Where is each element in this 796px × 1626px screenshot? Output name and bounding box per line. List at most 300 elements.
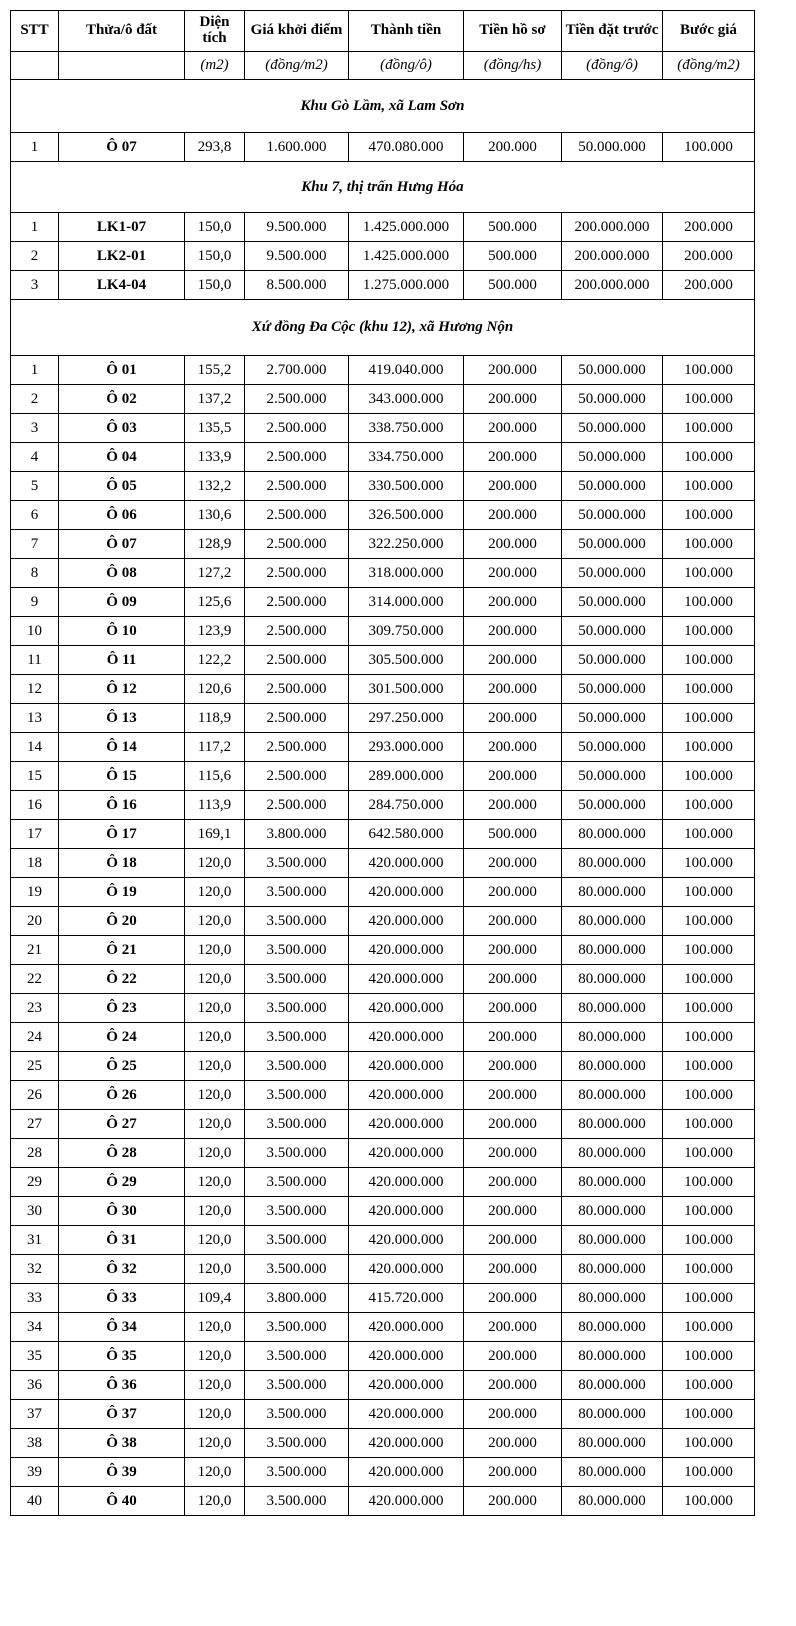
unit-dossier-fee: (đồng/hs) — [464, 52, 562, 80]
cell-starting-price: 9.500.000 — [245, 242, 349, 271]
cell-dossier-fee: 200.000 — [464, 530, 562, 559]
cell-area: 169,1 — [185, 820, 245, 849]
header-area: Diện tích — [185, 11, 245, 52]
cell-area: 120,0 — [185, 1139, 245, 1168]
land-auction-table — [10, 10, 755, 1516]
cell-area: 150,0 — [185, 213, 245, 242]
cell-plot: Ô 05 — [59, 472, 185, 501]
cell-stt: 19 — [11, 878, 59, 907]
cell-deposit: 80.000.000 — [562, 878, 663, 907]
cell-plot: Ô 20 — [59, 907, 185, 936]
cell-starting-price: 3.500.000 — [245, 1110, 349, 1139]
cell-total: 330.500.000 — [349, 472, 464, 501]
cell-starting-price: 3.500.000 — [245, 1197, 349, 1226]
cell-starting-price: 3.500.000 — [245, 1313, 349, 1342]
cell-deposit: 50.000.000 — [562, 791, 663, 820]
cell-area: 120,0 — [185, 1400, 245, 1429]
cell-deposit: 50.000.000 — [562, 501, 663, 530]
cell-stt: 26 — [11, 1081, 59, 1110]
cell-total: 297.250.000 — [349, 704, 464, 733]
cell-price-step: 100.000 — [663, 1139, 755, 1168]
cell-dossier-fee: 200.000 — [464, 1255, 562, 1284]
cell-area: 120,0 — [185, 1487, 245, 1516]
table-row — [11, 1023, 755, 1052]
table-row — [11, 472, 755, 501]
table-row — [11, 1429, 755, 1458]
header-plot: Thửa/ô đất — [59, 11, 185, 52]
header-row — [11, 11, 755, 52]
cell-area: 120,0 — [185, 1371, 245, 1400]
cell-deposit: 50.000.000 — [562, 704, 663, 733]
cell-plot: Ô 12 — [59, 675, 185, 704]
cell-stt: 1 — [11, 133, 59, 162]
cell-plot: Ô 35 — [59, 1342, 185, 1371]
cell-total: 420.000.000 — [349, 1226, 464, 1255]
cell-area: 120,0 — [185, 849, 245, 878]
cell-area: 120,0 — [185, 1429, 245, 1458]
cell-starting-price: 3.500.000 — [245, 1081, 349, 1110]
cell-dossier-fee: 200.000 — [464, 965, 562, 994]
cell-dossier-fee: 200.000 — [464, 1168, 562, 1197]
cell-starting-price: 2.500.000 — [245, 385, 349, 414]
table-row — [11, 530, 755, 559]
cell-area: 133,9 — [185, 443, 245, 472]
cell-price-step: 100.000 — [663, 1226, 755, 1255]
cell-starting-price: 2.500.000 — [245, 646, 349, 675]
unit-deposit: (đồng/ô) — [562, 52, 663, 80]
cell-area: 128,9 — [185, 530, 245, 559]
cell-starting-price: 3.500.000 — [245, 1371, 349, 1400]
cell-plot: Ô 24 — [59, 1023, 185, 1052]
cell-price-step: 100.000 — [663, 501, 755, 530]
cell-starting-price: 3.500.000 — [245, 1458, 349, 1487]
cell-deposit: 50.000.000 — [562, 414, 663, 443]
cell-total: 301.500.000 — [349, 675, 464, 704]
cell-total: 470.080.000 — [349, 133, 464, 162]
cell-price-step: 100.000 — [663, 443, 755, 472]
cell-stt: 9 — [11, 588, 59, 617]
cell-plot: Ô 22 — [59, 965, 185, 994]
cell-price-step: 100.000 — [663, 762, 755, 791]
table-row — [11, 936, 755, 965]
cell-dossier-fee: 200.000 — [464, 385, 562, 414]
cell-price-step: 100.000 — [663, 878, 755, 907]
cell-starting-price: 2.500.000 — [245, 762, 349, 791]
cell-deposit: 50.000.000 — [562, 385, 663, 414]
cell-dossier-fee: 200.000 — [464, 133, 562, 162]
table-row — [11, 762, 755, 791]
table-row — [11, 1139, 755, 1168]
cell-deposit: 50.000.000 — [562, 588, 663, 617]
cell-dossier-fee: 200.000 — [464, 443, 562, 472]
cell-stt: 27 — [11, 1110, 59, 1139]
cell-area: 150,0 — [185, 271, 245, 300]
cell-price-step: 200.000 — [663, 213, 755, 242]
cell-deposit: 50.000.000 — [562, 530, 663, 559]
cell-price-step: 100.000 — [663, 820, 755, 849]
cell-price-step: 100.000 — [663, 1342, 755, 1371]
cell-starting-price: 3.500.000 — [245, 1487, 349, 1516]
cell-starting-price: 2.500.000 — [245, 472, 349, 501]
header-total: Thành tiền — [349, 11, 464, 52]
cell-area: 123,9 — [185, 617, 245, 646]
cell-dossier-fee: 200.000 — [464, 733, 562, 762]
header-stt: STT — [11, 11, 59, 52]
cell-plot: Ô 23 — [59, 994, 185, 1023]
cell-price-step: 100.000 — [663, 994, 755, 1023]
cell-stt: 32 — [11, 1255, 59, 1284]
cell-stt: 36 — [11, 1371, 59, 1400]
cell-price-step: 100.000 — [663, 1168, 755, 1197]
cell-plot: Ô 09 — [59, 588, 185, 617]
cell-plot: Ô 29 — [59, 1168, 185, 1197]
cell-dossier-fee: 200.000 — [464, 675, 562, 704]
cell-deposit: 200.000.000 — [562, 242, 663, 271]
table-row — [11, 646, 755, 675]
cell-dossier-fee: 200.000 — [464, 1371, 562, 1400]
cell-dossier-fee: 200.000 — [464, 1458, 562, 1487]
cell-deposit: 80.000.000 — [562, 1081, 663, 1110]
cell-dossier-fee: 200.000 — [464, 994, 562, 1023]
cell-total: 420.000.000 — [349, 1168, 464, 1197]
cell-total: 420.000.000 — [349, 1052, 464, 1081]
header-price-step: Bước giá — [663, 11, 755, 52]
cell-dossier-fee: 200.000 — [464, 1400, 562, 1429]
cell-plot: Ô 18 — [59, 849, 185, 878]
cell-stt: 22 — [11, 965, 59, 994]
cell-stt: 1 — [11, 356, 59, 385]
cell-dossier-fee: 200.000 — [464, 1081, 562, 1110]
cell-total: 318.000.000 — [349, 559, 464, 588]
cell-stt: 20 — [11, 907, 59, 936]
cell-price-step: 100.000 — [663, 385, 755, 414]
table-row — [11, 733, 755, 762]
table-row — [11, 1226, 755, 1255]
cell-price-step: 100.000 — [663, 733, 755, 762]
cell-price-step: 100.000 — [663, 1400, 755, 1429]
cell-dossier-fee: 200.000 — [464, 472, 562, 501]
cell-total: 420.000.000 — [349, 1139, 464, 1168]
cell-price-step: 100.000 — [663, 1429, 755, 1458]
cell-plot: Ô 30 — [59, 1197, 185, 1226]
cell-area: 150,0 — [185, 242, 245, 271]
cell-starting-price: 3.500.000 — [245, 1023, 349, 1052]
cell-area: 120,0 — [185, 1197, 245, 1226]
cell-starting-price: 2.700.000 — [245, 356, 349, 385]
cell-starting-price: 2.500.000 — [245, 530, 349, 559]
cell-plot: Ô 37 — [59, 1400, 185, 1429]
cell-starting-price: 2.500.000 — [245, 443, 349, 472]
table-row — [11, 1197, 755, 1226]
cell-stt: 17 — [11, 820, 59, 849]
cell-total: 309.750.000 — [349, 617, 464, 646]
cell-area: 120,0 — [185, 1110, 245, 1139]
table-row — [11, 213, 755, 242]
cell-price-step: 200.000 — [663, 242, 755, 271]
cell-total: 420.000.000 — [349, 1487, 464, 1516]
cell-plot: Ô 08 — [59, 559, 185, 588]
cell-dossier-fee: 200.000 — [464, 1052, 562, 1081]
cell-total: 293.000.000 — [349, 733, 464, 762]
cell-price-step: 100.000 — [663, 1023, 755, 1052]
cell-deposit: 80.000.000 — [562, 1023, 663, 1052]
table-row — [11, 385, 755, 414]
cell-total: 420.000.000 — [349, 1458, 464, 1487]
table-row — [11, 994, 755, 1023]
cell-total: 305.500.000 — [349, 646, 464, 675]
cell-total: 420.000.000 — [349, 1197, 464, 1226]
cell-total: 420.000.000 — [349, 1342, 464, 1371]
cell-dossier-fee: 200.000 — [464, 501, 562, 530]
table-row — [11, 820, 755, 849]
cell-deposit: 80.000.000 — [562, 936, 663, 965]
cell-deposit: 80.000.000 — [562, 1168, 663, 1197]
cell-price-step: 100.000 — [663, 1313, 755, 1342]
cell-starting-price: 3.500.000 — [245, 1052, 349, 1081]
cell-total: 314.000.000 — [349, 588, 464, 617]
cell-starting-price: 2.500.000 — [245, 791, 349, 820]
cell-stt: 6 — [11, 501, 59, 530]
cell-total: 420.000.000 — [349, 994, 464, 1023]
cell-dossier-fee: 500.000 — [464, 213, 562, 242]
cell-plot: Ô 32 — [59, 1255, 185, 1284]
cell-stt: 23 — [11, 994, 59, 1023]
cell-deposit: 80.000.000 — [562, 1197, 663, 1226]
cell-plot: Ô 14 — [59, 733, 185, 762]
cell-deposit: 200.000.000 — [562, 271, 663, 300]
cell-stt: 35 — [11, 1342, 59, 1371]
cell-plot: LK4-04 — [59, 271, 185, 300]
cell-starting-price: 3.800.000 — [245, 1284, 349, 1313]
cell-total: 338.750.000 — [349, 414, 464, 443]
cell-plot: Ô 01 — [59, 356, 185, 385]
cell-plot: Ô 26 — [59, 1081, 185, 1110]
cell-deposit: 80.000.000 — [562, 1487, 663, 1516]
cell-price-step: 100.000 — [663, 530, 755, 559]
cell-dossier-fee: 200.000 — [464, 1197, 562, 1226]
cell-plot: Ô 34 — [59, 1313, 185, 1342]
cell-price-step: 100.000 — [663, 936, 755, 965]
cell-stt: 31 — [11, 1226, 59, 1255]
cell-starting-price: 2.500.000 — [245, 617, 349, 646]
table-row — [11, 414, 755, 443]
cell-price-step: 100.000 — [663, 1371, 755, 1400]
cell-area: 132,2 — [185, 472, 245, 501]
cell-price-step: 100.000 — [663, 849, 755, 878]
cell-starting-price: 2.500.000 — [245, 733, 349, 762]
cell-total: 419.040.000 — [349, 356, 464, 385]
cell-area: 120,0 — [185, 1342, 245, 1371]
cell-stt: 30 — [11, 1197, 59, 1226]
cell-price-step: 100.000 — [663, 1487, 755, 1516]
cell-area: 120,0 — [185, 1226, 245, 1255]
cell-dossier-fee: 200.000 — [464, 1023, 562, 1052]
cell-area: 120,6 — [185, 675, 245, 704]
cell-deposit: 80.000.000 — [562, 820, 663, 849]
cell-total: 642.580.000 — [349, 820, 464, 849]
cell-deposit: 80.000.000 — [562, 994, 663, 1023]
cell-area: 113,9 — [185, 791, 245, 820]
cell-total: 420.000.000 — [349, 1023, 464, 1052]
cell-deposit: 80.000.000 — [562, 1284, 663, 1313]
cell-deposit: 200.000.000 — [562, 213, 663, 242]
header-starting-price: Giá khởi điểm — [245, 11, 349, 52]
table-row — [11, 1052, 755, 1081]
cell-stt: 12 — [11, 675, 59, 704]
cell-stt: 8 — [11, 559, 59, 588]
cell-area: 120,0 — [185, 907, 245, 936]
cell-total: 420.000.000 — [349, 1255, 464, 1284]
cell-plot: Ô 03 — [59, 414, 185, 443]
cell-deposit: 50.000.000 — [562, 133, 663, 162]
cell-stt: 3 — [11, 271, 59, 300]
cell-stt: 2 — [11, 242, 59, 271]
cell-area: 130,6 — [185, 501, 245, 530]
cell-plot: Ô 25 — [59, 1052, 185, 1081]
cell-deposit: 80.000.000 — [562, 1226, 663, 1255]
cell-starting-price: 3.500.000 — [245, 965, 349, 994]
cell-stt: 28 — [11, 1139, 59, 1168]
cell-plot: Ô 10 — [59, 617, 185, 646]
cell-area: 137,2 — [185, 385, 245, 414]
table-row — [11, 704, 755, 733]
table-row — [11, 849, 755, 878]
cell-total: 1.425.000.000 — [349, 213, 464, 242]
cell-plot: Ô 06 — [59, 501, 185, 530]
cell-area: 109,4 — [185, 1284, 245, 1313]
cell-plot: Ô 28 — [59, 1139, 185, 1168]
section-title: Khu 7, thị trấn Hưng Hóa — [11, 162, 755, 213]
cell-dossier-fee: 200.000 — [464, 646, 562, 675]
cell-dossier-fee: 200.000 — [464, 1429, 562, 1458]
units-row — [11, 52, 755, 80]
unit-total: (đồng/ô) — [349, 52, 464, 80]
cell-deposit: 80.000.000 — [562, 1429, 663, 1458]
cell-price-step: 100.000 — [663, 1458, 755, 1487]
cell-stt: 38 — [11, 1429, 59, 1458]
cell-price-step: 100.000 — [663, 617, 755, 646]
cell-starting-price: 2.500.000 — [245, 588, 349, 617]
cell-area: 122,2 — [185, 646, 245, 675]
section-title: Khu Gò Lầm, xã Lam Sơn — [11, 80, 755, 133]
cell-starting-price: 3.500.000 — [245, 1429, 349, 1458]
cell-price-step: 100.000 — [663, 1052, 755, 1081]
section-header-row — [11, 300, 755, 356]
cell-plot: Ô 19 — [59, 878, 185, 907]
unit-starting-price: (đồng/m2) — [245, 52, 349, 80]
cell-plot: Ô 11 — [59, 646, 185, 675]
cell-dossier-fee: 200.000 — [464, 559, 562, 588]
table-row — [11, 965, 755, 994]
table-row — [11, 1458, 755, 1487]
cell-dossier-fee: 200.000 — [464, 704, 562, 733]
cell-price-step: 100.000 — [663, 1197, 755, 1226]
cell-price-step: 100.000 — [663, 675, 755, 704]
cell-area: 120,0 — [185, 1081, 245, 1110]
cell-deposit: 80.000.000 — [562, 1052, 663, 1081]
cell-price-step: 100.000 — [663, 559, 755, 588]
cell-deposit: 80.000.000 — [562, 849, 663, 878]
cell-stt: 7 — [11, 530, 59, 559]
cell-total: 420.000.000 — [349, 1400, 464, 1429]
cell-deposit: 80.000.000 — [562, 1371, 663, 1400]
cell-stt: 11 — [11, 646, 59, 675]
cell-total: 420.000.000 — [349, 965, 464, 994]
cell-area: 120,0 — [185, 878, 245, 907]
cell-dossier-fee: 200.000 — [464, 878, 562, 907]
cell-starting-price: 3.800.000 — [245, 820, 349, 849]
cell-stt: 29 — [11, 1168, 59, 1197]
table-row — [11, 271, 755, 300]
cell-dossier-fee: 200.000 — [464, 1342, 562, 1371]
cell-stt: 37 — [11, 1400, 59, 1429]
cell-stt: 25 — [11, 1052, 59, 1081]
cell-dossier-fee: 500.000 — [464, 271, 562, 300]
table-row — [11, 617, 755, 646]
table-row — [11, 675, 755, 704]
cell-starting-price: 3.500.000 — [245, 907, 349, 936]
cell-starting-price: 3.500.000 — [245, 849, 349, 878]
cell-total: 343.000.000 — [349, 385, 464, 414]
cell-dossier-fee: 200.000 — [464, 356, 562, 385]
cell-stt: 15 — [11, 762, 59, 791]
cell-stt: 21 — [11, 936, 59, 965]
header-deposit: Tiền đặt trước — [562, 11, 663, 52]
cell-stt: 16 — [11, 791, 59, 820]
cell-total: 420.000.000 — [349, 1371, 464, 1400]
cell-plot: Ô 16 — [59, 791, 185, 820]
section-header-row — [11, 162, 755, 213]
cell-deposit: 80.000.000 — [562, 1342, 663, 1371]
cell-area: 120,0 — [185, 1255, 245, 1284]
cell-plot: Ô 15 — [59, 762, 185, 791]
cell-starting-price: 9.500.000 — [245, 213, 349, 242]
table-row — [11, 1081, 755, 1110]
cell-deposit: 50.000.000 — [562, 559, 663, 588]
cell-deposit: 80.000.000 — [562, 907, 663, 936]
cell-price-step: 100.000 — [663, 588, 755, 617]
cell-stt: 34 — [11, 1313, 59, 1342]
section-header-row — [11, 80, 755, 133]
cell-starting-price: 1.600.000 — [245, 133, 349, 162]
cell-plot: Ô 07 — [59, 530, 185, 559]
cell-deposit: 80.000.000 — [562, 1255, 663, 1284]
cell-starting-price: 2.500.000 — [245, 501, 349, 530]
table-row — [11, 133, 755, 162]
table-row — [11, 791, 755, 820]
cell-starting-price: 3.500.000 — [245, 1226, 349, 1255]
cell-total: 420.000.000 — [349, 936, 464, 965]
cell-total: 1.425.000.000 — [349, 242, 464, 271]
cell-plot: Ô 40 — [59, 1487, 185, 1516]
cell-starting-price: 3.500.000 — [245, 878, 349, 907]
table-row — [11, 1371, 755, 1400]
cell-deposit: 80.000.000 — [562, 1313, 663, 1342]
table-row — [11, 1110, 755, 1139]
cell-plot: Ô 31 — [59, 1226, 185, 1255]
cell-total: 420.000.000 — [349, 1110, 464, 1139]
unit-price-step: (đồng/m2) — [663, 52, 755, 80]
cell-total: 420.000.000 — [349, 1313, 464, 1342]
cell-area: 120,0 — [185, 1052, 245, 1081]
table-row — [11, 1168, 755, 1197]
cell-area: 135,5 — [185, 414, 245, 443]
cell-stt: 24 — [11, 1023, 59, 1052]
cell-dossier-fee: 200.000 — [464, 849, 562, 878]
cell-dossier-fee: 200.000 — [464, 1313, 562, 1342]
cell-dossier-fee: 200.000 — [464, 936, 562, 965]
cell-starting-price: 2.500.000 — [245, 675, 349, 704]
